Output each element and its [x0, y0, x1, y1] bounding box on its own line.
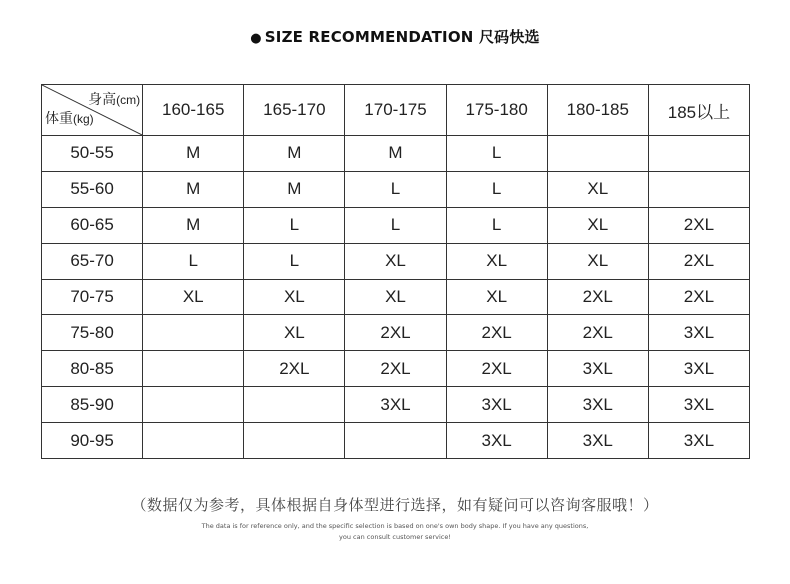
height-header: 180-185 [547, 85, 648, 136]
size-cell: 3XL [547, 423, 648, 459]
disclaimer-english [0, 521, 790, 543]
weight-range-cell: 60-65 [42, 207, 143, 243]
size-cell: 3XL [547, 351, 648, 387]
table-row [42, 243, 750, 279]
size-cell: L [143, 243, 244, 279]
size-cell: XL [345, 279, 446, 315]
size-cell: M [143, 171, 244, 207]
page-title [0, 26, 790, 47]
table-row [42, 136, 750, 172]
size-cell: L [345, 207, 446, 243]
size-cell [143, 351, 244, 387]
size-cell [244, 387, 345, 423]
weight-range-cell: 70-75 [42, 279, 143, 315]
size-cell: XL [547, 171, 648, 207]
size-cell: 3XL [648, 423, 749, 459]
size-cell: M [345, 136, 446, 172]
table-row [42, 315, 750, 351]
size-cell: M [244, 136, 345, 172]
size-cell: XL [345, 243, 446, 279]
size-cell: 3XL [648, 351, 749, 387]
size-cell: 3XL [648, 387, 749, 423]
weight-range-cell: 85-90 [42, 387, 143, 423]
size-cell [143, 387, 244, 423]
size-cell: M [244, 171, 345, 207]
size-cell: L [446, 136, 547, 172]
size-cell: XL [446, 243, 547, 279]
size-cell: L [446, 207, 547, 243]
corner-header-cell [42, 85, 143, 136]
size-cell: L [446, 171, 547, 207]
height-header: 175-180 [446, 85, 547, 136]
table-row [42, 207, 750, 243]
size-cell: 2XL [648, 279, 749, 315]
size-cell: L [345, 171, 446, 207]
weight-range-cell: 90-95 [42, 423, 143, 459]
bullet-icon: ● [250, 31, 262, 46]
size-cell [648, 171, 749, 207]
size-cell: 2XL [446, 351, 547, 387]
size-cell: L [244, 207, 345, 243]
table-row [42, 171, 750, 207]
size-cell: 2XL [648, 243, 749, 279]
disclaimer-chinese: （数据仅为参考，具体根据自身体型进行选择，如有疑问可以咨询客服哦！） [131, 496, 659, 514]
size-cell: M [143, 136, 244, 172]
size-cell: 2XL [345, 315, 446, 351]
size-cell: M [143, 207, 244, 243]
size-cell [345, 423, 446, 459]
height-header: 170-175 [345, 85, 446, 136]
size-cell: 2XL [244, 351, 345, 387]
table-row [42, 351, 750, 387]
size-cell: XL [143, 279, 244, 315]
size-cell: 2XL [648, 207, 749, 243]
size-cell: 3XL [547, 387, 648, 423]
table-row [42, 387, 750, 423]
size-cell: 2XL [345, 351, 446, 387]
size-cell: XL [547, 243, 648, 279]
size-cell: XL [547, 207, 648, 243]
weight-axis-label: 体重(kg) [45, 110, 94, 126]
size-cell: L [244, 243, 345, 279]
title-text: SIZE RECOMMENDATION 尺码快选 [264, 28, 540, 46]
size-cell: 3XL [446, 423, 547, 459]
size-cell: 3XL [446, 387, 547, 423]
height-header: 165-170 [244, 85, 345, 136]
size-cell: 2XL [547, 315, 648, 351]
height-axis-label: 身高(cm) [88, 91, 141, 107]
size-cell [143, 315, 244, 351]
header-row [42, 85, 750, 136]
weight-range-cell: 65-70 [42, 243, 143, 279]
size-cell: 2XL [446, 315, 547, 351]
size-cell: XL [244, 315, 345, 351]
size-cell: 2XL [547, 279, 648, 315]
weight-range-cell: 80-85 [42, 351, 143, 387]
weight-range-cell: 50-55 [42, 136, 143, 172]
size-cell [244, 423, 345, 459]
table-row [42, 423, 750, 459]
table-row [42, 279, 750, 315]
weight-range-cell: 55-60 [42, 171, 143, 207]
size-cell: XL [244, 279, 345, 315]
weight-range-cell: 75-80 [42, 315, 143, 351]
size-chart-table [41, 84, 750, 459]
size-cell: 3XL [648, 315, 749, 351]
size-cell [648, 136, 749, 172]
height-header: 160-165 [143, 85, 244, 136]
height-header: 185以上 [648, 85, 749, 136]
disclaimer-english-line: The data is for reference only, and the specific selection is based on one's own body shape. If you have any questions, [201, 522, 589, 530]
disclaimer-english-line: you can consult customer service! [339, 533, 451, 541]
size-cell [547, 136, 648, 172]
size-cell: 3XL [345, 387, 446, 423]
size-cell: XL [446, 279, 547, 315]
size-cell [143, 423, 244, 459]
